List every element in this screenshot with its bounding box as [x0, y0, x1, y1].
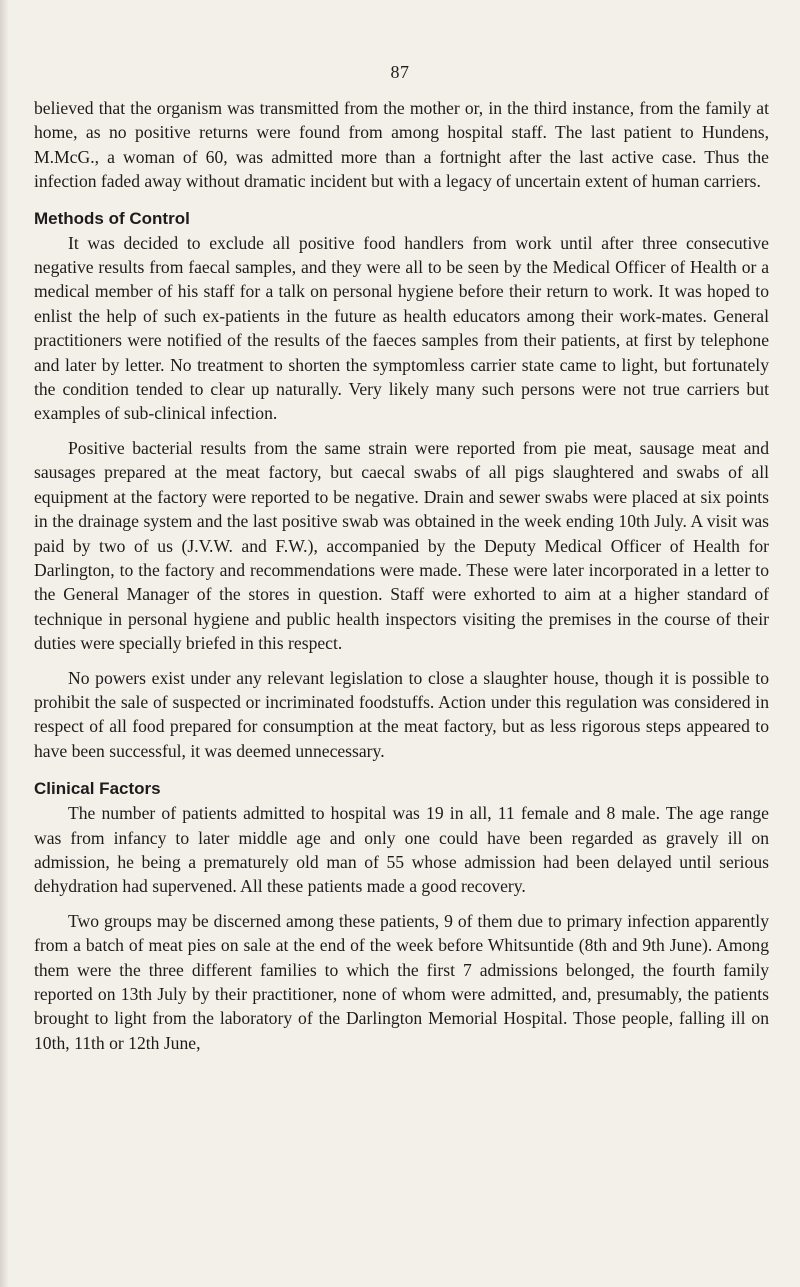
- heading-clinical-factors: Clinical Factors: [34, 779, 161, 799]
- paragraph-patient-groups: Two groups may be discerned among these patients, 9 of them due to primary infection apparently from a batch of meat pies on sale at the end of the week before Whitsuntide (8th and 9th June). Among them were the three different families to which the first 7 admissions belonged, the fourth family reported on 13th July by their practitioner, none of whom were admitted, and, presumably, the patients brought to light from the laboratory of the Darlington Memorial Hospital. Those people, falling ill on 10th, 11th or 12th June,: [34, 910, 769, 1053]
- heading-methods-of-control: Methods of Control: [34, 208, 190, 228]
- paragraph-continuation: believed that the organism was transmitted from the mother or, in the third instance, from the family at home, as no positive returns were found from among hospital staff. The last patient to Hundens, M.McG., a woman of 60, was admitted more than a fortnight after the last active case. Thus the infection faded away without dramatic incident but with a legacy of uncertain extent of human carriers.: [34, 98, 769, 192]
- paragraph-patient-numbers: The number of patients admitted to hospital was 19 in all, 11 female and 8 male. The age range was from infancy to later middle age and only one could have been regarded as gravely ill on admission, he being a prematurely old man of 55 whose admission had been delayed until serious dehydration had supervened. All these patients made a good recovery.: [34, 803, 769, 897]
- page-number: 87: [390, 62, 410, 82]
- paragraph-bacterial-results: Positive bacterial results from the same strain were reported from pie meat, sausage meat and sausages prepared at the meat factory, but caecal swabs of all pigs slaughtered and swabs of all equipment at the factory were reported to be negative. Drain and sewer swabs were placed at six points in the drainage system and the last positive swab was obtained in the week ending 10th July. A visit was paid by two of us (J.V.W. and F.W.), accompanied by the Deputy Medical Officer of Health for Darlington, to the factory and recommendations were made. These were later incorporated in a letter to the General Manager of the stores in question. Staff were exhorted to aim at a higher standard of technique in personal hygiene and public health inspectors visiting the premises in the course of their duties were specially briefed in this respect.: [34, 437, 769, 654]
- paragraph-exclusion: It was decided to exclude all positive food handlers from work until after three consecutive negative results from faecal samples, and they were all to be seen by the Medical Officer of Health or a medical member of his staff for a talk on personal hygiene before their return to work. It was hoped to enlist the help of such ex-patients in the future as health educators among their work-mates. General practitioners were notified of the results of the faeces samples from their patients, at first by telephone and later by letter. No treatment to shorten the symptomless carrier state came to light, but fortunately the condition tended to clear up naturally. Very likely many such persons were not true carriers but examples of sub-clinical infection.: [34, 232, 769, 424]
- paragraph-legislation: No powers exist under any relevant legislation to close a slaughter house, though it is possible to prohibit the sale of suspected or incriminated foodstuffs. Action under this regulation was considered in respect of all food prepared for consumption at the meat factory, but as less rigorous steps appeared to have been successful, it was deemed unnecessary.: [34, 667, 769, 761]
- page-body: [34, 96, 769, 1055]
- page-binding-edge: [0, 0, 9, 1287]
